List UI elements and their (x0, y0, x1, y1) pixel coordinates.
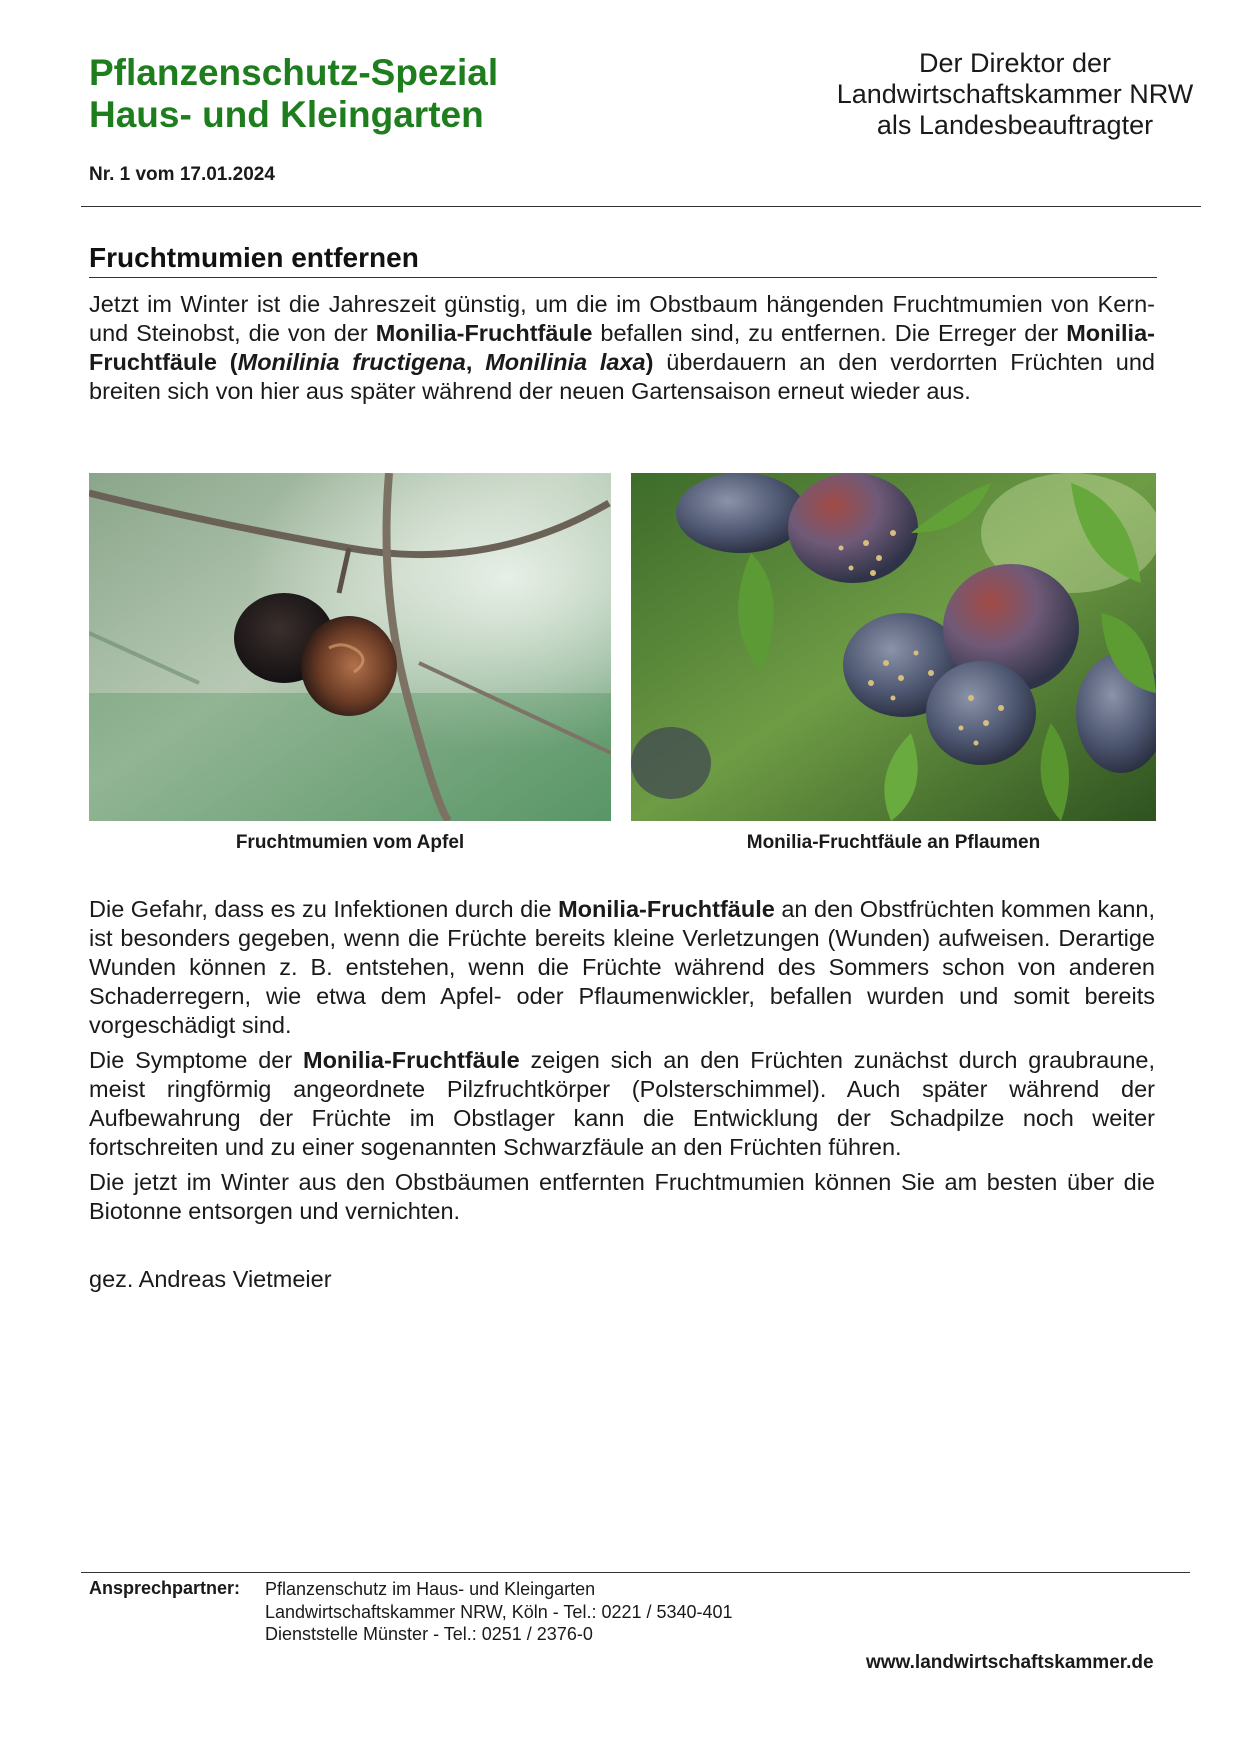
text-run: befallen sind, zu entfernen. Die Erreger der (592, 320, 1067, 346)
emphasis-term: Monilia-Fruchtfäule (303, 1047, 520, 1073)
text-run: zeigen sich an den Früchten zunächst durch graubraune, meist ringförmig angeordnete Pilzfruchtkörper (Polsterschimmel). Auch später während der Aufbewahrung der Früchte im Obstlager kann die Entwicklung der Schadpilze noch weiter fortschreiten und zu einer sogenannten Schwarzfäule an den Früchten führen. (89, 1047, 1155, 1160)
authority-line-3: als Landesbeauftragter (876, 110, 1154, 140)
species-name: Monilinia laxa (485, 349, 646, 375)
emphasis-term: Monilia-Fruchtfäule (558, 896, 775, 922)
emphasis-term: Monilia-Fruchtfäule (89, 320, 1155, 375)
header-divider (81, 206, 1201, 207)
document-title (89, 52, 498, 136)
figure-caption-1: Fruchtmumien vom Apfel (235, 832, 465, 853)
authority-line-1: Der Direktor der (918, 48, 1112, 78)
signature: gez. Andreas Vietmeier (89, 1266, 332, 1292)
species-name: Monilinia fructigena (237, 349, 466, 375)
infection-paragraph (89, 895, 1155, 1040)
text-run: an den Obstfrüchten kommen kann, ist besonders gegeben, wenn die Früchte bereits kleine Verletzungen (Wunden) aufweisen. Derartige Wunden können z. B. entstehen, wenn die Früchte während des Sommers schon von anderen Schaderregern, wie etwa dem Apfel- oder Pflaumenwickler, befallen wurden und somit bereits vorgeschädigt sind. (89, 896, 1156, 1038)
contact-line-1: Pflanzenschutz im Haus- und Kleingarten (265, 1579, 596, 1599)
symptoms-paragraph (89, 1046, 1155, 1162)
intro-paragraph (89, 290, 1155, 406)
text-run: Die Gefahr, dass es zu Infektionen durch die (89, 896, 559, 922)
contact-line-2: Landwirtschaftskammer NRW, Köln - Tel.: 0221 / 5340-401 (265, 1601, 733, 1622)
authority-line-2: Landwirtschaftskammer NRW (836, 79, 1194, 109)
disposal-paragraph: Die jetzt im Winter aus den Obstbäumen entfernten Fruchtmumien können Sie am besten über die Biotonne entsorgen und vernichten. (89, 1169, 1155, 1224)
text-run: ) (645, 349, 654, 375)
section-heading: Fruchtmumien entfernen (89, 242, 419, 273)
figure-caption-2: Monilia-Fruchtfäule an Pflaumen (746, 832, 1041, 853)
heading-divider (89, 277, 1157, 278)
photo-apple-mummies (89, 473, 611, 821)
contact-line-3: Dienststelle Münster - Tel.: 0251 / 2376-0 (265, 1624, 593, 1644)
title-line-1: Pflanzenschutz-Spezial (89, 52, 499, 93)
text-run: Die Symptome der (89, 1047, 303, 1073)
text-run: überdauern an den verdorrten Früchten und breiten sich von hier aus später während der neuen Gartensaison erneut wieder aus. (89, 349, 1155, 404)
text-run: ( (216, 349, 238, 375)
contact-details (265, 1578, 733, 1646)
photo-plums-monilia (631, 473, 1156, 821)
text-run: Jetzt im Winter ist die Jahreszeit günstig, um die im Obstbaum hängenden Fruchtmumien von Kern- und Steinobst, die von der (89, 291, 1155, 346)
text-run: , (465, 349, 486, 375)
title-line-2: Haus- und Kleingarten (89, 94, 484, 135)
issuing-authority (830, 48, 1200, 141)
emphasis-term: Monilia-Fruchtfäule (375, 320, 593, 346)
footer-divider (81, 1572, 1190, 1573)
website-link[interactable]: www.landwirtschaftskammer.de (866, 1652, 1154, 1673)
contact-label: Ansprechpartner: (89, 1578, 241, 1598)
issue-number: Nr. 1 vom 17.01.2024 (89, 164, 275, 185)
